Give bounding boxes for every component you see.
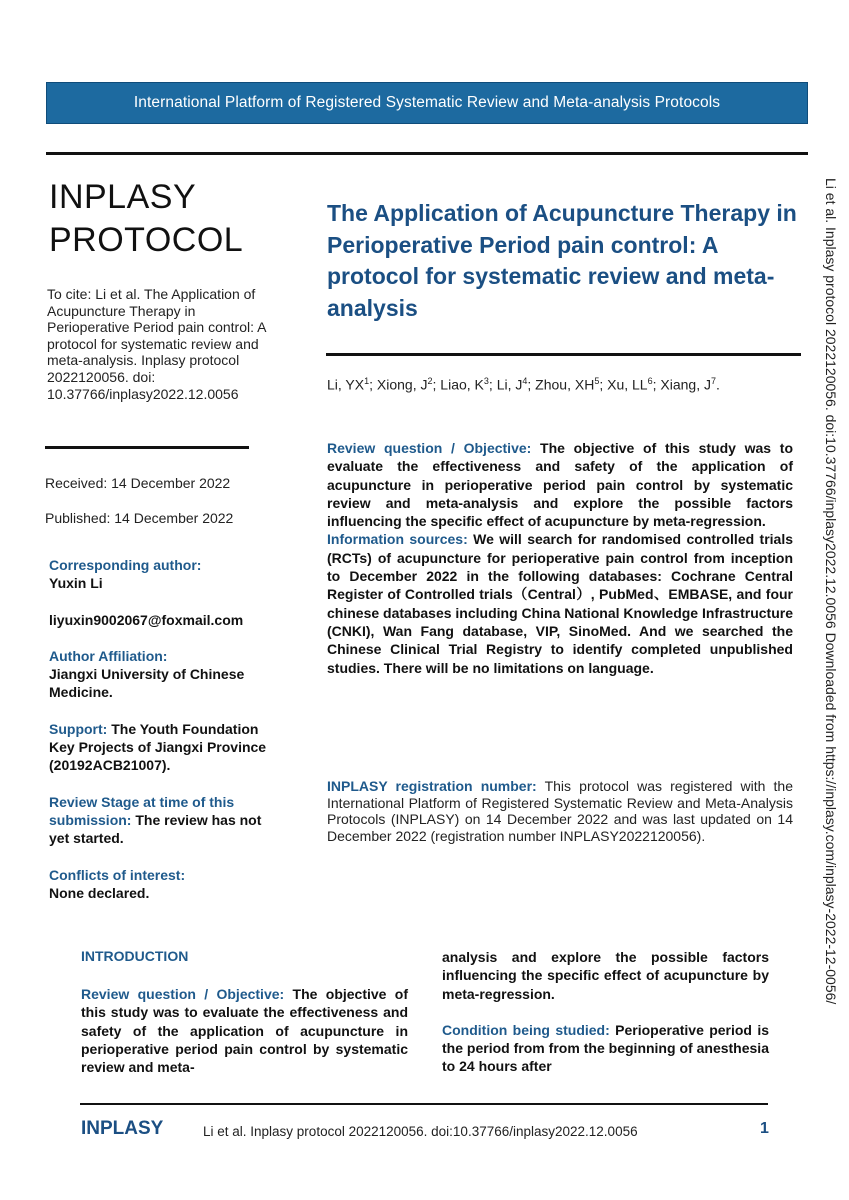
registration-text: This protocol was registered with the International Platform of Registered Systematic Review and Meta-Analysis Protocols (INPLASY) on 14 December 2022 and was last updated on 14 December 2022 (registration number INPLASY2022120056). (327, 778, 794, 844)
intro-review-question-label: Review question / Objective: (81, 986, 285, 1002)
author-name: Liao, K (440, 376, 484, 393)
review-question-text: The objective of this study was to evaluate the effectiveness and safety of the application of acupuncture in perioperative period pain control by systematic review and meta-analysis and explore the possible factors influencing the specific effect of acupuncture by meta-regression. (327, 440, 794, 530)
information-sources-label: Information sources: (327, 531, 468, 548)
vertical-download-note: Li et al. Inplasy protocol 2022120056. doi:10.37766/inplasy2022.12.0056 Downloaded from https://inplasy.com/inplasy-2022-12-0056/ (823, 178, 839, 1005)
author-affiliation-number: 7 (710, 376, 716, 386)
support-label: Support: (49, 720, 108, 737)
registration-label: INPLASY registration number: (327, 778, 537, 794)
conflicts-text: None declared. (49, 884, 150, 901)
author-name: Xiong, J (376, 376, 428, 393)
author-affiliation-number: 3 (483, 376, 489, 386)
information-sources-paragraph (327, 530, 793, 676)
left-divider (45, 446, 249, 449)
protocol-line-2: PROTOCOL (49, 221, 244, 259)
footer-brand: INPLASY (81, 1118, 164, 1139)
intro-continued-text: analysis and explore the possible factors influencing the specific effect of acupuncture by meta-regression. (442, 949, 769, 1002)
condition-text: Perioperative period is the period from from the beginning of anesthesia to 24 hours after (442, 1021, 769, 1075)
corresponding-email[interactable]: liyuxin9002067@foxmail.com (49, 611, 244, 628)
author-name: Li, YX (327, 376, 365, 393)
information-sources-text: We will search for randomised controlled trials (RCTs) of acupuncture for perioperative pain control from inception to December 2022 in the following databases: Cochrane Central Register of Controlled trials（Central）, PubMed、EMBASE, and four chinese databases including China National Knowledge Infrastructure (CNKI), Wan Fang database, VIP, SinoMed. And we searched the Chinese Clinical Trial Registry to identify completed unpublished studies. There will be no limitations on language. (327, 531, 793, 676)
top-divider (46, 152, 808, 155)
author-affiliation-number: 5 (594, 376, 600, 386)
received-date: Received: 14 December 2022 (45, 475, 231, 491)
citation-text: To cite: Li et al. The Application of Acupuncture Therapy in Perioperative Period pain control: A protocol for systematic review and meta-analysis. Inplasy protocol 2022120056. doi: 10.37766/inplasy2022.12.0056 (47, 286, 266, 402)
abstract-section (327, 439, 793, 677)
registration-paragraph (327, 778, 793, 844)
author-name: Xiang, J (660, 376, 711, 393)
author-list: Li, $YX^1$; Xiong, $J^2$; Liao, $K^3$; Li, $J^4$; Zhou, $XH^5$; Xu, $LL^6$; Xiang, $J^7$. (327, 376, 720, 393)
review-question-paragraph (327, 439, 793, 530)
author-info-sidebar (49, 556, 269, 920)
protocol-label (49, 176, 243, 262)
corresponding-author-name: Yuxin Li (49, 575, 103, 592)
article-title: The Application of Acupuncture Therapy in Perioperative Period pain control: A protocol for systematic review and meta-analysis (327, 200, 797, 321)
affiliation-label: Author Affiliation: (49, 647, 168, 664)
review-question-label: Review question / Objective: (327, 440, 532, 456)
corresponding-author-label: Corresponding author: (49, 557, 202, 573)
intro-review-question-text: The objective of this study was to evaluate the effectiveness and safety of the application of acupuncture in perioperative period pain control by systematic review and meta- (81, 986, 409, 1076)
review-stage-label: Review Stage at time of this submission: (49, 793, 235, 828)
author-name: Li, J (496, 376, 523, 393)
author-affiliation-number: 2 (427, 376, 433, 386)
footer-divider (80, 1103, 768, 1105)
support-text: The Youth Foundation Key Projects of Jiangxi Province (20192ACB21007). (49, 720, 267, 774)
author-affiliation-number: 6 (647, 376, 653, 386)
review-stage-text: The review has not yet started. (49, 811, 262, 847)
author-affiliation-number: 4 (522, 376, 528, 386)
affiliation-text: Jiangxi University of Chinese Medicine. (49, 666, 245, 701)
conflicts-label: Conflicts of interest: (49, 866, 186, 883)
title-divider (326, 353, 801, 356)
intro-left-column (81, 985, 408, 1076)
condition-label: Condition being studied: (442, 1021, 610, 1038)
introduction-heading: INTRODUCTION (81, 948, 189, 964)
published-date: Published: 14 December 2022 (45, 510, 234, 526)
author-name: Zhou, XH (535, 376, 595, 393)
protocol-line-1: INPLASY (49, 178, 197, 216)
author-name: Xu, LL (607, 376, 648, 393)
footer-citation: Li et al. Inplasy protocol 2022120056. doi:10.37766/inplasy2022.12.0056 (203, 1124, 638, 1139)
header-banner (46, 82, 808, 124)
condition-paragraph (442, 1021, 769, 1076)
page-number: 1 (760, 1120, 769, 1137)
banner-text: International Platform of Registered Systematic Review and Meta-analysis Protocols (133, 94, 721, 111)
intro-right-column (442, 948, 769, 1094)
author-affiliation-number: 1 (364, 376, 370, 386)
